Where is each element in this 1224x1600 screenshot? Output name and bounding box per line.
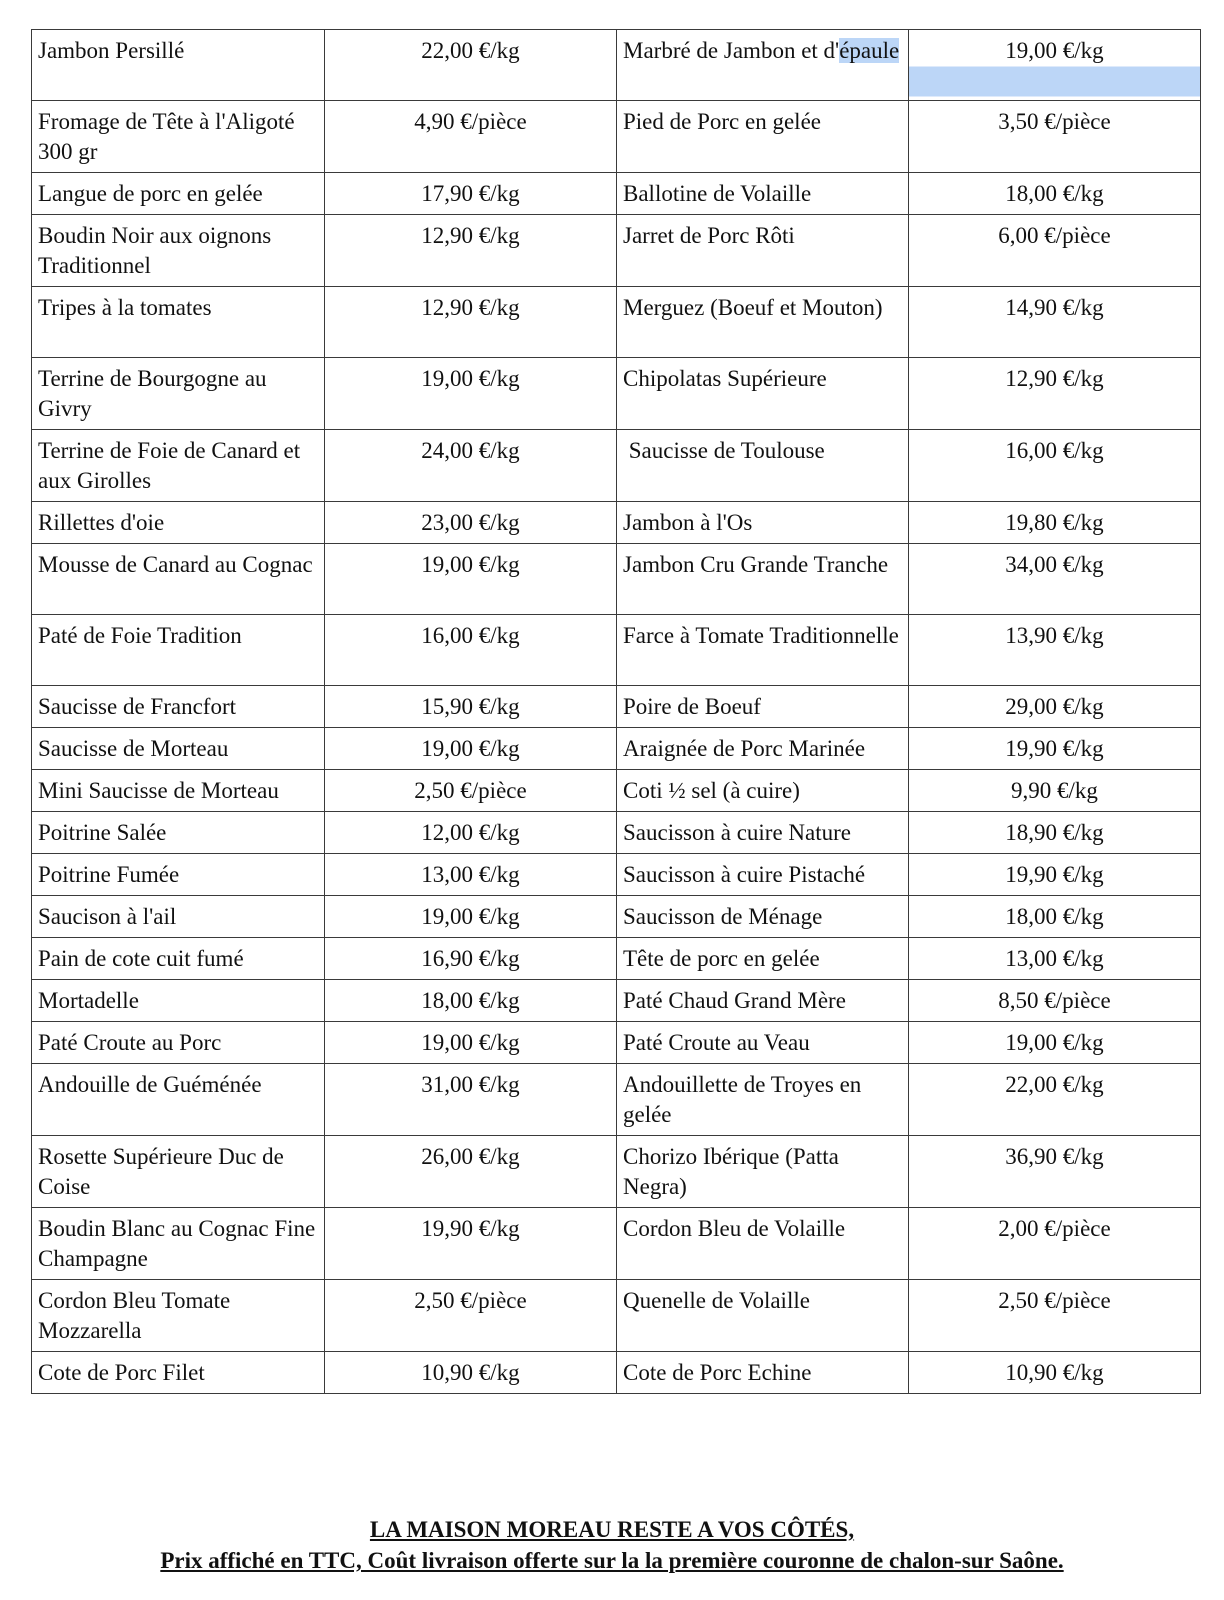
product-name-cell[interactable]: Merguez (Boeuf et Mouton) — [617, 287, 909, 358]
price-cell[interactable]: 2,50 €/pièce — [325, 1280, 617, 1352]
table-row — [32, 358, 1201, 430]
footer-heading: LA MAISON MOREAU RESTE A VOS CÔTÉS, — [369, 1517, 855, 1542]
price-cell[interactable]: 36,90 €/kg — [909, 1136, 1201, 1208]
price-cell[interactable]: 3,50 €/pièce — [909, 101, 1201, 173]
product-name-text: Marbré de Jambon et d' — [623, 38, 840, 63]
table-row — [32, 1208, 1201, 1280]
product-name-cell[interactable]: Saucison à l'ail — [32, 896, 325, 938]
price-cell[interactable]: 6,00 €/pièce — [909, 215, 1201, 287]
table-row — [32, 1064, 1201, 1136]
product-name-cell[interactable]: Saucisson de Ménage — [617, 896, 909, 938]
product-name-cell[interactable]: Tripes à la tomates — [32, 287, 325, 358]
price-cell[interactable]: 14,90 €/kg — [909, 287, 1201, 358]
table-row — [32, 615, 1201, 686]
table-row — [32, 896, 1201, 938]
price-cell[interactable]: 16,90 €/kg — [325, 938, 617, 980]
product-name-cell[interactable]: Boudin Noir aux oignons Traditionnel — [32, 215, 325, 287]
product-name-cell[interactable]: Cordon Bleu Tomate Mozzarella — [32, 1280, 325, 1352]
product-name-cell[interactable]: Saucisson à cuire Nature — [617, 812, 909, 854]
price-cell[interactable]: 22,00 €/kg — [909, 1064, 1201, 1136]
product-name-cell[interactable]: Cote de Porc Echine — [617, 1352, 909, 1394]
product-name-cell[interactable]: Tête de porc en gelée — [617, 938, 909, 980]
price-cell[interactable]: 15,90 €/kg — [325, 686, 617, 728]
price-cell[interactable]: 26,00 €/kg — [325, 1136, 617, 1208]
table-row — [32, 1352, 1201, 1394]
price-cell[interactable]: 34,00 €/kg — [909, 544, 1201, 615]
price-cell[interactable]: 12,90 €/kg — [325, 287, 617, 358]
product-name-cell-selected[interactable] — [617, 30, 909, 101]
price-cell[interactable]: 19,00 €/kg — [325, 728, 617, 770]
product-name-cell[interactable]: Boudin Blanc au Cognac Fine Champagne — [32, 1208, 325, 1280]
table-row — [32, 770, 1201, 812]
product-name-cell[interactable]: Terrine de Bourgogne au Givry — [32, 358, 325, 430]
product-name-cell[interactable]: Mini Saucisse de Morteau — [32, 770, 325, 812]
product-name-cell[interactable]: Coti ½ sel (à cuire) — [617, 770, 909, 812]
price-cell[interactable]: 29,00 €/kg — [909, 686, 1201, 728]
price-cell[interactable]: 18,00 €/kg — [909, 896, 1201, 938]
price-cell[interactable]: 12,90 €/kg — [325, 215, 617, 287]
product-name-cell[interactable]: Rosette Supérieure Duc de Coise — [32, 1136, 325, 1208]
product-name-cell[interactable]: Poire de Boeuf — [617, 686, 909, 728]
product-name-cell[interactable]: Jarret de Porc Rôti — [617, 215, 909, 287]
table-row — [32, 502, 1201, 544]
price-cell[interactable]: 18,00 €/kg — [909, 173, 1201, 215]
product-name-cell[interactable]: Pain de cote cuit fumé — [32, 938, 325, 980]
product-name-cell[interactable]: Paté Croute au Porc — [32, 1022, 325, 1064]
product-name-cell[interactable]: Langue de porc en gelée — [32, 173, 325, 215]
price-cell[interactable]: 4,90 €/pièce — [325, 101, 617, 173]
price-cell[interactable]: 13,00 €/kg — [325, 854, 617, 896]
table-row — [32, 812, 1201, 854]
price-cell[interactable]: 2,50 €/pièce — [909, 1280, 1201, 1352]
product-name-cell[interactable]: Chorizo Ibérique (Patta Negra) — [617, 1136, 909, 1208]
price-cell-selected[interactable]: 19,00 €/kg — [909, 30, 1201, 101]
product-name-cell[interactable]: Rillettes d'oie — [32, 502, 325, 544]
price-cell[interactable]: 12,00 €/kg — [325, 812, 617, 854]
product-name-cell[interactable]: Paté Croute au Veau — [617, 1022, 909, 1064]
product-name-cell[interactable]: Saucisson à cuire Pistaché — [617, 854, 909, 896]
price-cell[interactable]: 18,00 €/kg — [325, 980, 617, 1022]
selected-text: épaule — [839, 38, 900, 63]
price-cell[interactable]: 2,00 €/pièce — [909, 1208, 1201, 1280]
price-cell[interactable]: 19,00 €/kg — [325, 544, 617, 615]
price-cell[interactable]: 19,80 €/kg — [909, 502, 1201, 544]
price-cell[interactable]: 18,90 €/kg — [909, 812, 1201, 854]
table-row — [32, 30, 1201, 101]
table-row — [32, 544, 1201, 615]
table-row — [32, 430, 1201, 502]
product-name-cell[interactable]: Andouille de Guéménée — [32, 1064, 325, 1136]
price-cell[interactable]: 19,00 €/kg — [325, 1022, 617, 1064]
product-name-cell[interactable]: Mortadelle — [32, 980, 325, 1022]
footer-delivery-note: Prix affiché en TTC, Coût livraison offerte sur la la première couronne de chalon-sur Saône. — [160, 1548, 1064, 1573]
product-name-cell[interactable]: Cote de Porc Filet — [32, 1352, 325, 1394]
table-row — [32, 1022, 1201, 1064]
table-row — [32, 854, 1201, 896]
price-cell[interactable]: 23,00 €/kg — [325, 502, 617, 544]
price-cell[interactable]: 19,00 €/kg — [325, 358, 617, 430]
price-table — [31, 29, 1201, 1394]
price-cell[interactable]: 31,00 €/kg — [325, 1064, 617, 1136]
table-row — [32, 728, 1201, 770]
table-row — [32, 1136, 1201, 1208]
price-cell[interactable]: 10,90 €/kg — [909, 1352, 1201, 1394]
product-name-cell[interactable]: Mousse de Canard au Cognac — [32, 544, 325, 615]
product-name-cell[interactable]: Cordon Bleu de Volaille — [617, 1208, 909, 1280]
product-name-cell[interactable]: Andouillette de Troyes en gelée — [617, 1064, 909, 1136]
price-cell[interactable]: 10,90 €/kg — [325, 1352, 617, 1394]
product-name-cell[interactable]: Jambon à l'Os — [617, 502, 909, 544]
product-name-cell[interactable]: Saucisse de Francfort — [32, 686, 325, 728]
product-name-cell[interactable]: Jambon Persillé — [32, 30, 325, 101]
price-cell[interactable]: 12,90 €/kg — [909, 358, 1201, 430]
product-name-cell[interactable]: Araignée de Porc Marinée — [617, 728, 909, 770]
product-name-cell[interactable]: Terrine de Foie de Canard et aux Girolles — [32, 430, 325, 502]
product-name-cell[interactable]: Paté de Foie Tradition — [32, 615, 325, 686]
price-cell[interactable]: 22,00 €/kg — [325, 30, 617, 101]
table-row — [32, 938, 1201, 980]
price-cell[interactable]: 24,00 €/kg — [325, 430, 617, 502]
price-cell[interactable]: 16,00 €/kg — [325, 615, 617, 686]
price-cell[interactable]: 17,90 €/kg — [325, 173, 617, 215]
product-name-cell[interactable]: Farce à Tomate Traditionnelle — [617, 615, 909, 686]
table-row — [32, 287, 1201, 358]
price-cell[interactable]: 16,00 €/kg — [909, 430, 1201, 502]
price-cell[interactable]: 19,90 €/kg — [325, 1208, 617, 1280]
product-name-cell[interactable]: Paté Chaud Grand Mère — [617, 980, 909, 1022]
price-cell[interactable]: 13,00 €/kg — [909, 938, 1201, 980]
price-cell[interactable]: 9,90 €/kg — [909, 770, 1201, 812]
price-cell[interactable]: 19,00 €/kg — [909, 1022, 1201, 1064]
table-row — [32, 686, 1201, 728]
table-row — [32, 173, 1201, 215]
product-name-cell[interactable]: Quenelle de Volaille — [617, 1280, 909, 1352]
product-name-cell[interactable]: Poitrine Salée — [32, 812, 325, 854]
table-row — [32, 101, 1201, 173]
product-name-cell[interactable]: Saucisse de Toulouse — [617, 430, 909, 502]
product-name-cell[interactable]: Poitrine Fumée — [32, 854, 325, 896]
price-cell[interactable]: 13,90 €/kg — [909, 615, 1201, 686]
table-row — [32, 215, 1201, 287]
product-name-cell[interactable]: Saucisse de Morteau — [32, 728, 325, 770]
price-cell[interactable]: 19,90 €/kg — [909, 728, 1201, 770]
product-name-cell[interactable]: Ballotine de Volaille — [617, 173, 909, 215]
price-cell[interactable]: 19,00 €/kg — [325, 896, 617, 938]
product-name-cell[interactable]: Pied de Porc en gelée — [617, 101, 909, 173]
price-cell[interactable]: 8,50 €/pièce — [909, 980, 1201, 1022]
table-row — [32, 980, 1201, 1022]
price-cell[interactable]: 2,50 €/pièce — [325, 770, 617, 812]
product-name-cell[interactable]: Jambon Cru Grande Tranche — [617, 544, 909, 615]
product-name-cell[interactable]: Fromage de Tête à l'Aligoté 300 gr — [32, 101, 325, 173]
product-name-cell[interactable]: Chipolatas Supérieure — [617, 358, 909, 430]
table-row — [32, 1280, 1201, 1352]
price-cell[interactable]: 19,90 €/kg — [909, 854, 1201, 896]
